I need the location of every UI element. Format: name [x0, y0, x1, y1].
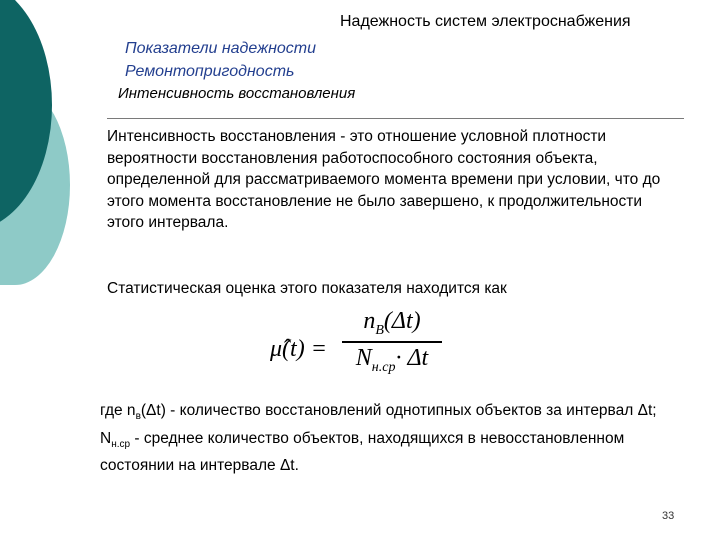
subtitle-reliability-indicators: Показатели надежности — [125, 40, 317, 57]
formula-denominator: $N_{н.ср}\cdot \Delta t$ — [355, 344, 429, 375]
definition-paragraph: Интенсивность восстановления - это отношение условной плотности вероятности восстановления работоспособного состояния объекта, определенной для рассматриваемого момента времени при условии, что до этого момента восстановление не было завершено, к продолжительности этого интервала. — [107, 128, 661, 231]
subtitle-recovery-intensity: Интенсивность восстановления — [118, 85, 356, 102]
slide-title: Надежность систем электроснабжения — [340, 13, 631, 30]
formula-lhs: μ̂(t) = — [270, 336, 327, 362]
statistical-estimate-text: Статистическая оценка этого показателя находится как — [107, 280, 507, 297]
divider-line — [107, 118, 684, 119]
page-number: 33 — [662, 510, 675, 522]
formula-fraction — [342, 308, 442, 376]
fraction-bar — [342, 341, 442, 343]
explanation-paragraph: где $n_в(\Delta t)$ - количество восстановлений однотипных объектов за интервал Δt; $N_{н.ср}$ - среднее количество объектов, находящихся в невосстановленном состоянии на интервале Δt. — [100, 402, 657, 475]
subtitle-maintainability: Ремонтопригодность — [125, 63, 295, 80]
formula-numerator: $n_B(\Delta t)$ — [363, 308, 421, 338]
